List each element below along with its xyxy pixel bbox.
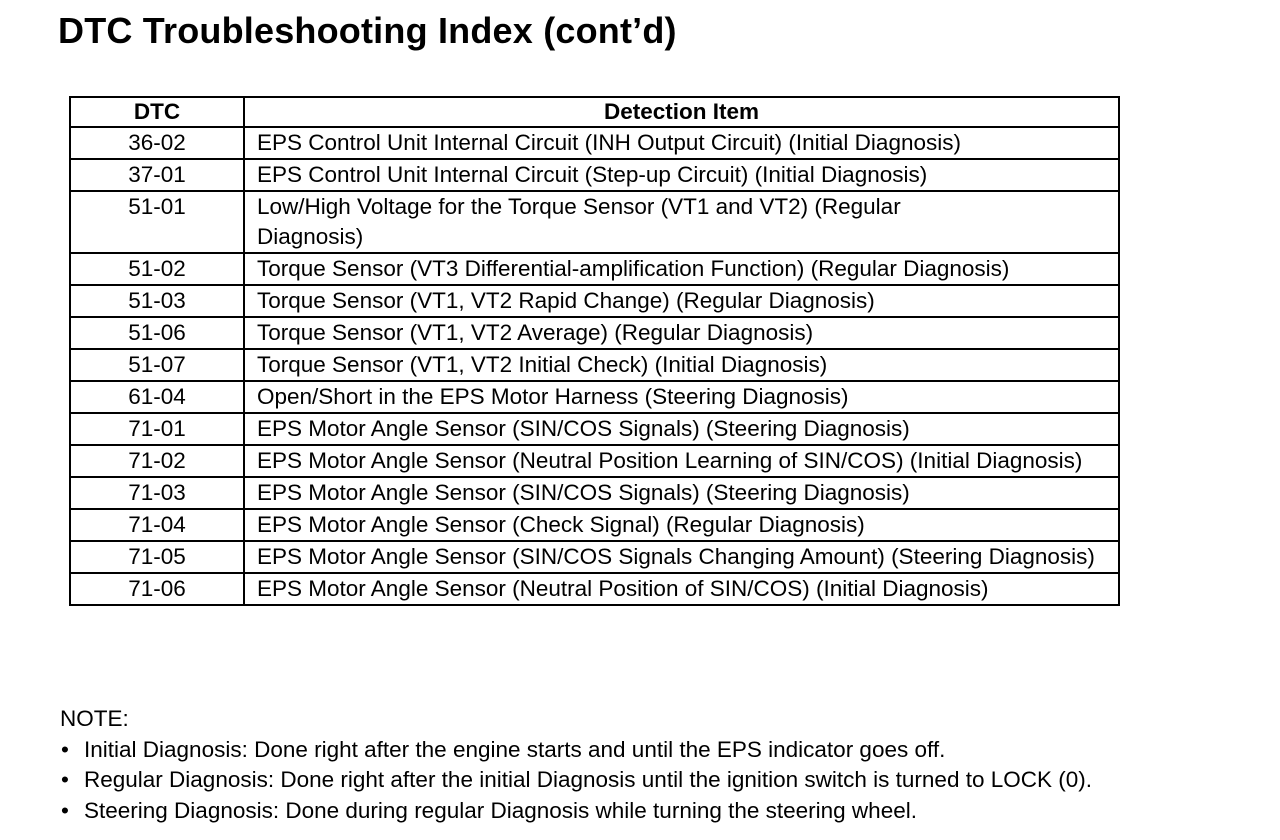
detection-item: EPS Control Unit Internal Circuit (INH Output Circuit) (Initial Diagnosis): [244, 127, 1119, 159]
table-row: [70, 541, 1119, 573]
note-label: NOTE:: [60, 706, 129, 731]
dtc-code: 36-02: [70, 127, 244, 159]
detection-item: Open/Short in the EPS Motor Harness (Steering Diagnosis): [244, 381, 1119, 413]
dtc-code: 51-03: [70, 285, 244, 317]
detection-item: EPS Motor Angle Sensor (SIN/COS Signals Changing Amount) (Steering Diagnosis): [244, 541, 1119, 573]
dtc-code: 71-03: [70, 477, 244, 509]
table-header-row: [70, 97, 1119, 127]
note-section: [60, 704, 1092, 826]
note-text: Steering Diagnosis: Done during regular Diagnosis while turning the steering wheel.: [84, 797, 917, 823]
table-row: [70, 573, 1119, 605]
bullet-icon: •: [61, 797, 69, 823]
dtc-code: 71-04: [70, 509, 244, 541]
table-row: [70, 127, 1119, 159]
table-row: [70, 285, 1119, 317]
table-row: [70, 413, 1119, 445]
table-row: [70, 477, 1119, 509]
dtc-index-table: [69, 96, 1120, 606]
dtc-code: 51-01: [70, 191, 244, 253]
detection-item: Torque Sensor (VT1, VT2 Average) (Regular Diagnosis): [244, 317, 1119, 349]
dtc-code: 71-06: [70, 573, 244, 605]
table-row: [70, 381, 1119, 413]
bullet-icon: •: [61, 736, 69, 762]
note-text: Initial Diagnosis: Done right after the engine starts and until the EPS indicator goes off.: [84, 736, 946, 762]
detection-item: EPS Motor Angle Sensor (SIN/COS Signals) (Steering Diagnosis): [244, 413, 1119, 445]
page-title: DTC Troubleshooting Index (cont’d): [58, 10, 677, 51]
note-text: Regular Diagnosis: Done right after the initial Diagnosis until the ignition switch is turned to LOCK (0).: [84, 767, 1092, 792]
dtc-code: 61-04: [70, 381, 244, 413]
dtc-code: 71-02: [70, 445, 244, 477]
table-body: [70, 127, 1119, 605]
table-row: [70, 317, 1119, 349]
dtc-code: 51-06: [70, 317, 244, 349]
table-row: [70, 159, 1119, 191]
table-row: [70, 509, 1119, 541]
table-row: [70, 253, 1119, 285]
detection-item: Torque Sensor (VT3 Differential-amplification Function) (Regular Diagnosis): [244, 253, 1119, 285]
bullet-icon: •: [61, 767, 69, 792]
note-item-initial-diagnosis: [60, 735, 1092, 766]
detection-item: Torque Sensor (VT1, VT2 Initial Check) (Initial Diagnosis): [244, 349, 1119, 381]
dtc-code: 71-05: [70, 541, 244, 573]
table-row: [70, 349, 1119, 381]
detection-item: EPS Motor Angle Sensor (SIN/COS Signals) (Steering Diagnosis): [244, 477, 1119, 509]
dtc-code: 51-02: [70, 253, 244, 285]
dtc-code: 37-01: [70, 159, 244, 191]
note-item-steering-diagnosis: [60, 796, 1092, 827]
table-row: [70, 191, 1119, 253]
header-dtc: DTC: [70, 97, 244, 127]
table-row: [70, 445, 1119, 477]
note-list: [60, 735, 1092, 827]
dtc-code: 71-01: [70, 413, 244, 445]
header-detection-item: Detection Item: [244, 97, 1119, 127]
detection-item: EPS Motor Angle Sensor (Neutral Position Learning of SIN/COS) (Initial Diagnosis): [244, 445, 1119, 477]
note-item-regular-diagnosis: [60, 765, 1092, 796]
detection-item: EPS Control Unit Internal Circuit (Step-up Circuit) (Initial Diagnosis): [244, 159, 1119, 191]
dtc-code: 51-07: [70, 349, 244, 381]
detection-item: EPS Motor Angle Sensor (Neutral Position of SIN/COS) (Initial Diagnosis): [244, 573, 1119, 605]
detection-item: Torque Sensor (VT1, VT2 Rapid Change) (Regular Diagnosis): [244, 285, 1119, 317]
detection-item: Low/High Voltage for the Torque Sensor (VT1 and VT2) (Regular Diagnosis): [244, 191, 1119, 253]
detection-item: EPS Motor Angle Sensor (Check Signal) (Regular Diagnosis): [244, 509, 1119, 541]
